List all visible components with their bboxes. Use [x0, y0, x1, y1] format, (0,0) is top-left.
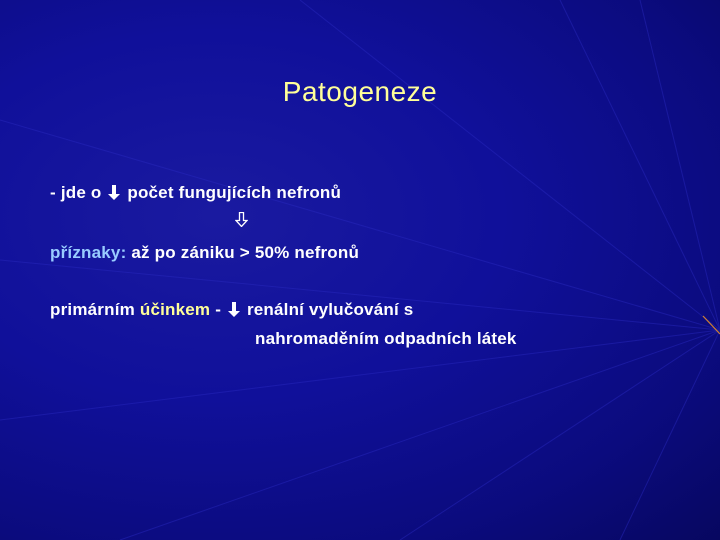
line1-text: počet fungujících nefronů — [127, 183, 342, 202]
bullet-line-2 — [233, 210, 250, 230]
bullet-line-3 — [50, 243, 359, 263]
dash: - — [50, 183, 56, 202]
bullet-line-4 — [50, 300, 413, 320]
bullet-line-1 — [50, 183, 341, 203]
bullet-line-5 — [255, 329, 517, 349]
arrow-down-icon — [228, 302, 240, 317]
line4-dash: - — [215, 300, 222, 319]
slide-title: Patogeneze — [282, 76, 438, 107]
line5-text: nahromaděním odpadních látek — [255, 329, 517, 348]
line3-text: až po zániku > 50% nefronů — [131, 243, 360, 262]
line4-text: renální vylučování s — [246, 300, 414, 319]
hollow-arrow-down-icon — [235, 212, 248, 227]
line4-prefix: primárním — [50, 300, 135, 319]
line1-prefix: jde o — [60, 183, 102, 202]
effect-label: účinkem — [139, 300, 211, 319]
symptoms-label: příznaky: — [50, 243, 127, 262]
arrow-down-icon — [108, 185, 120, 200]
